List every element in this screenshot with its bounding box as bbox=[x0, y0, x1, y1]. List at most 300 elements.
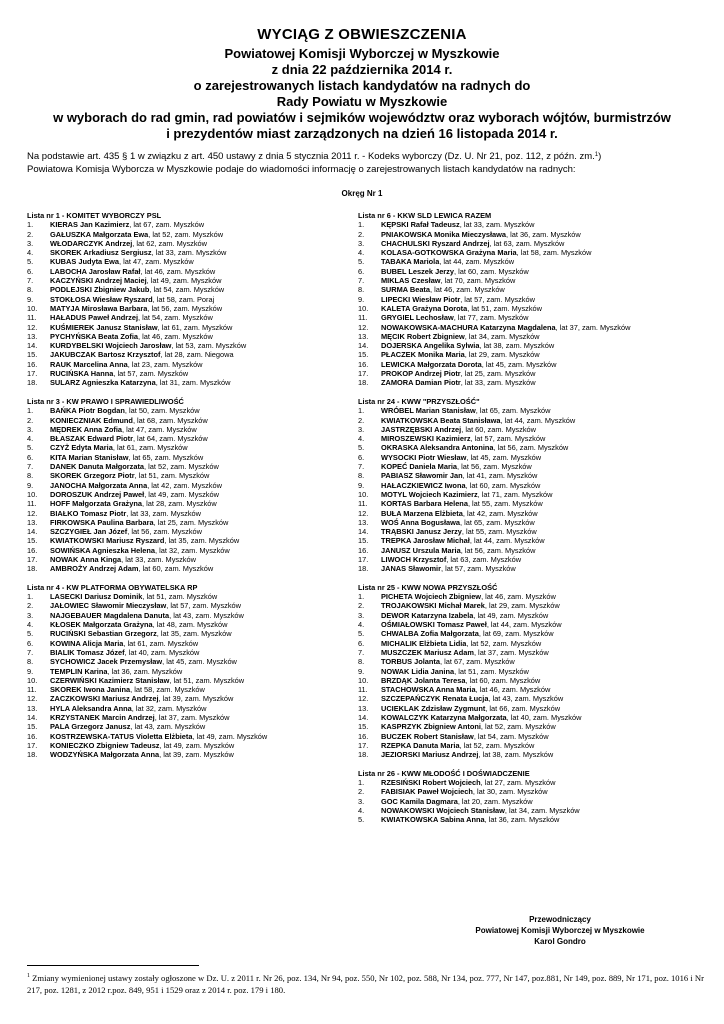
candidate-row bbox=[27, 323, 347, 332]
candidate-row bbox=[27, 685, 347, 694]
candidate-name: KOSTRZEWSKA-TATUS Violetta Elżbieta bbox=[50, 731, 193, 741]
candidate-row bbox=[358, 434, 698, 443]
candidate-row bbox=[358, 704, 698, 713]
candidate-row bbox=[27, 285, 347, 294]
candidate-info: , lat 43, zam. Myszków bbox=[130, 722, 206, 732]
candidate-number: 6. bbox=[27, 452, 34, 462]
candidate-row bbox=[358, 750, 698, 759]
candidate-row bbox=[358, 443, 698, 452]
candidate-info: , lat 53, zam. Myszków bbox=[171, 341, 247, 351]
candidate-name: UCIEKLAK Zdzisław Zygmunt bbox=[381, 703, 486, 713]
candidate-row bbox=[358, 341, 698, 350]
candidate-name: KRZYSTANEK Marcin Andrzej bbox=[50, 713, 155, 723]
candidate-number: 14. bbox=[27, 527, 38, 537]
candidate-row bbox=[27, 694, 347, 703]
candidate-name: PALA Grzegorz Janusz bbox=[50, 722, 131, 732]
candidate-info: , lat 44, zam. Myszków bbox=[486, 620, 562, 630]
candidate-number: 2. bbox=[27, 229, 34, 239]
candidate-name: PROKOP Andrzej Piotr bbox=[381, 369, 461, 379]
candidate-info: , lat 33, zam. Myszków bbox=[459, 220, 535, 230]
list-title: Lista nr 6 - KKW SLD LEWICA RAZEM bbox=[358, 211, 492, 220]
candidate-info: , lat 54, zam. Myszków bbox=[473, 731, 549, 741]
candidate-name: MIKLAS Czesław bbox=[381, 276, 441, 286]
candidate-row bbox=[27, 648, 347, 657]
candidate-row bbox=[358, 667, 698, 676]
signature-line: Powiatowej Komisji Wyborczej w Myszkowie bbox=[475, 926, 645, 935]
candidate-number: 3. bbox=[27, 424, 34, 434]
candidate-number: 15. bbox=[27, 722, 38, 732]
candidate-info: , lat 58, zam. Myszków bbox=[516, 248, 592, 258]
candidate-row bbox=[358, 453, 698, 462]
signature-line: Karol Gondro bbox=[534, 937, 586, 946]
candidate-number: 18. bbox=[358, 564, 369, 574]
candidate-name: RZESIŃSKI Robert Wojciech bbox=[381, 778, 481, 788]
candidate-number: 3. bbox=[358, 238, 365, 248]
candidate-number: 5. bbox=[27, 257, 34, 267]
candidate-name: HOFF Małgorzata Grażyna bbox=[50, 499, 142, 509]
candidate-info: , lat 60, zam. Myszków bbox=[461, 424, 536, 434]
candidate-number: 12. bbox=[358, 322, 369, 332]
footnote-ref: 1 bbox=[594, 152, 599, 158]
candidate-name: GAŁUSZKA Małgorzata Ewa bbox=[50, 229, 149, 239]
candidate-row bbox=[358, 313, 698, 322]
candidate-name: TEMPLIN Karina bbox=[50, 666, 108, 676]
candidate-info: , lat 43, zam. Myszków bbox=[169, 610, 244, 620]
candidate-number: 14. bbox=[358, 341, 369, 351]
candidate-row bbox=[358, 481, 698, 490]
candidate-info: , lat 50, zam. Myszków bbox=[124, 406, 200, 416]
candidate-number: 2. bbox=[358, 229, 365, 239]
candidate-name: FABISIAK Paweł Wojciech bbox=[381, 787, 473, 797]
candidate-info: , lat 49, zam. Myszków bbox=[159, 740, 235, 750]
candidate-number: 13. bbox=[358, 703, 369, 713]
candidate-info: , lat 49, zam. Myszków bbox=[192, 731, 268, 741]
candidate-number: 15. bbox=[358, 536, 369, 546]
candidate-info: , lat 35, zam. Myszków bbox=[156, 629, 232, 639]
candidate-info: , lat 36, zam. Myszków bbox=[107, 666, 183, 676]
candidate-info: , lat 25, zam. Myszków bbox=[153, 517, 229, 527]
candidate-info: , lat 29, zam. Myszków bbox=[464, 350, 540, 360]
document-subtitle bbox=[0, 46, 724, 142]
candidate-number: 2. bbox=[358, 415, 365, 425]
list-title: Lista nr 1 - KOMITET WYBORCZY PSL bbox=[27, 211, 162, 220]
candidate-number: 9. bbox=[358, 480, 365, 490]
candidate-number: 7. bbox=[358, 647, 365, 657]
candidate-name: WODZYŃSKA Małgorzata Anna bbox=[50, 750, 160, 760]
candidate-name: OKRASKA Aleksandra Antonina bbox=[381, 443, 494, 453]
intro-text: Na podstawie art. 435 § 1 w związku z art. 450 ustawy z dnia 5 stycznia 2011 r. - Kodeks wyborczy (Dz. U. Nr 21, poz. 112, z późn. zm. bbox=[27, 151, 595, 162]
candidate-row bbox=[358, 406, 698, 415]
candidate-info: , lat 61, zam. Myszków bbox=[123, 638, 199, 648]
candidate-number: 18. bbox=[27, 378, 38, 388]
candidate-number: 4. bbox=[27, 248, 34, 258]
candidate-row bbox=[358, 425, 698, 434]
candidate-row bbox=[27, 350, 347, 359]
candidate-number: 8. bbox=[27, 657, 34, 667]
candidate-info: , lat 31, zam. Myszków bbox=[155, 378, 231, 388]
candidate-number: 12. bbox=[358, 694, 369, 704]
candidate-name: KASPRZYK Zbigniew Antoni bbox=[381, 722, 481, 732]
candidate-name: KUŚMIEREK Janusz Stanisław bbox=[50, 322, 158, 332]
candidate-info: , lat 51, zam. Myszków bbox=[169, 675, 245, 685]
candidate-number: 18. bbox=[358, 750, 369, 760]
subtitle-line: Powiatowej Komisji Wyborczej w Myszkowie bbox=[224, 46, 500, 61]
candidate-row bbox=[358, 285, 698, 294]
candidate-info: , lat 36, zam. Myszków bbox=[505, 229, 581, 239]
candidate-row bbox=[358, 462, 698, 471]
candidate-list bbox=[358, 769, 698, 825]
candidate-info: , lat 60, zam. Myszków bbox=[138, 564, 214, 574]
candidate-name: SURMA Beata bbox=[381, 285, 431, 295]
candidate-name: JAŁOWIEC Sławomir Mieczysław bbox=[50, 601, 167, 611]
candidate-info: , lat 23, zam. Myszków bbox=[127, 359, 203, 369]
candidate-name: LIWOCH Krzysztof bbox=[381, 554, 447, 564]
candidate-info: , lat 52, zam. Myszków bbox=[148, 229, 224, 239]
candidate-info: , lat 56, zam. Myszków bbox=[493, 443, 569, 453]
candidate-number: 1. bbox=[27, 592, 34, 602]
candidate-row bbox=[27, 378, 347, 387]
candidate-row bbox=[27, 248, 347, 257]
candidate-name: SZCZEPAŃCZYK Renata Łucja bbox=[381, 694, 489, 704]
candidate-number: 1. bbox=[358, 406, 365, 416]
candidate-info: , lat 27, zam. Myszków bbox=[480, 778, 556, 788]
candidate-number: 5. bbox=[358, 257, 365, 267]
candidate-number: 4. bbox=[358, 806, 365, 815]
candidate-info: , lat 36, zam. Myszków bbox=[484, 815, 560, 825]
candidate-name: KOWINA Alicja Maria bbox=[50, 638, 124, 648]
candidate-number: 3. bbox=[358, 796, 365, 806]
candidate-name: BIAŁKO Tomasz Piotr bbox=[50, 508, 127, 518]
candidate-number: 10. bbox=[27, 303, 38, 313]
candidate-row bbox=[358, 676, 698, 685]
candidate-number: 7. bbox=[27, 276, 34, 286]
candidate-info: , lat 64, zam. Myszków bbox=[132, 434, 208, 444]
candidate-number: 8. bbox=[358, 471, 365, 481]
candidate-number: 8. bbox=[27, 471, 34, 481]
candidate-name: KOPEĆ Daniela Maria bbox=[381, 462, 457, 472]
candidate-row bbox=[358, 778, 698, 787]
candidate-name: JEZIORSKI Mariusz Andrzej bbox=[381, 750, 479, 760]
list-title: Lista nr 24 - KWW "PRZYSZŁOŚĆ" bbox=[358, 396, 480, 406]
candidate-row bbox=[27, 499, 347, 508]
candidate-number: 5. bbox=[27, 443, 34, 453]
candidate-row bbox=[358, 518, 698, 527]
candidate-row bbox=[358, 592, 698, 601]
candidate-number: 8. bbox=[358, 657, 365, 667]
candidate-info: , lat 70, zam. Myszków bbox=[440, 276, 516, 286]
candidate-number: 2. bbox=[358, 601, 365, 611]
candidate-row bbox=[27, 527, 347, 536]
footnote-mark: 1 bbox=[27, 973, 30, 979]
candidate-number: 5. bbox=[27, 629, 34, 639]
document-title: WYCIĄG Z OBWIESZCZENIA bbox=[257, 26, 467, 43]
candidate-info: , lat 34, zam. Myszków bbox=[464, 331, 540, 341]
candidate-list bbox=[27, 583, 347, 760]
candidate-name: LIPECKI Wiesław Piotr bbox=[381, 294, 461, 304]
candidate-info: , lat 65, zam. Myszków bbox=[459, 517, 535, 527]
candidate-row bbox=[358, 732, 698, 741]
candidate-number: 12. bbox=[27, 322, 38, 332]
candidate-name: MATYJA Mirosława Barbara bbox=[50, 303, 148, 313]
candidate-info: , lat 63, zam. Myszków bbox=[489, 238, 565, 248]
candidate-row bbox=[27, 257, 347, 266]
candidate-name: KŁOSEK Małgorzata Grażyna bbox=[50, 620, 153, 630]
candidate-info: , lat 62, zam. Myszków bbox=[132, 238, 207, 248]
candidate-list bbox=[27, 211, 347, 388]
candidate-number: 10. bbox=[27, 675, 38, 685]
candidate-info: , lat 60, zam. Myszków bbox=[465, 675, 541, 685]
candidate-info: , lat 28, zam. Myszków bbox=[142, 499, 217, 509]
candidate-name: BŁASZAK Edward Piotr bbox=[50, 434, 133, 444]
candidate-name: JASTRZĘBSKI Andrzej bbox=[381, 424, 462, 434]
candidate-info: , lat 40, zam. Myszków bbox=[124, 647, 200, 657]
candidate-name: TROJAKOWSKI Michał Marek bbox=[381, 601, 485, 611]
candidate-list bbox=[358, 397, 698, 574]
candidate-row bbox=[358, 220, 698, 229]
candidate-number: 4. bbox=[358, 620, 365, 630]
candidate-name: ZACZKOWSKI Mariusz Andrzej bbox=[50, 694, 159, 704]
candidate-number: 5. bbox=[358, 815, 365, 825]
candidate-row bbox=[358, 536, 698, 545]
candidate-number: 3. bbox=[27, 238, 34, 248]
candidate-row bbox=[27, 453, 347, 462]
candidate-info: , lat 45, zam. Myszków bbox=[162, 657, 237, 667]
candidate-row bbox=[27, 741, 347, 750]
candidate-number: 12. bbox=[27, 508, 38, 518]
candidate-info: , lat 46, zam. Myszków bbox=[138, 331, 213, 341]
candidate-name: KOWALCZYK Katarzyna Małgorzata bbox=[381, 713, 507, 723]
candidate-row bbox=[27, 657, 347, 666]
candidate-number: 16. bbox=[358, 359, 369, 369]
candidate-name: KACZYŃSKI Andrzej Maciej bbox=[50, 276, 147, 286]
candidate-name: BUBEL Leszek Jerzy bbox=[381, 266, 454, 276]
candidate-row bbox=[27, 564, 347, 573]
candidate-number: 7. bbox=[358, 276, 365, 286]
candidate-name: WOŚ Anna Bogusława bbox=[381, 517, 460, 527]
candidate-number: 2. bbox=[27, 601, 34, 611]
candidate-row bbox=[358, 295, 698, 304]
candidate-name: KWIATKOWSKA Sabina Anna bbox=[381, 815, 485, 825]
candidate-row bbox=[27, 639, 347, 648]
candidate-number: 7. bbox=[27, 647, 34, 657]
candidate-info: , lat 48, zam. Myszków bbox=[152, 620, 228, 630]
candidate-name: KUBAS Judyta Ewa bbox=[50, 257, 119, 267]
candidate-number: 11. bbox=[358, 685, 368, 695]
candidate-number: 17. bbox=[358, 554, 369, 564]
candidate-number: 9. bbox=[358, 294, 365, 304]
candidate-number: 15. bbox=[358, 722, 369, 732]
left-column bbox=[27, 211, 347, 760]
candidate-row bbox=[358, 499, 698, 508]
candidate-name: SKOREK Arkadiusz Sergiusz bbox=[50, 248, 152, 258]
candidate-number: 17. bbox=[27, 740, 38, 750]
candidate-name: TORBUS Jolanta bbox=[381, 657, 440, 667]
candidate-name: PYCHYŃSKA Beata Zofia bbox=[50, 331, 139, 341]
candidate-row bbox=[27, 369, 347, 378]
candidate-row bbox=[27, 230, 347, 239]
candidate-row bbox=[27, 313, 347, 322]
candidate-row bbox=[358, 509, 698, 518]
candidate-number: 15. bbox=[27, 536, 38, 546]
candidate-name: MICHALIK Elżbieta Lidia bbox=[381, 638, 467, 648]
candidate-row bbox=[358, 276, 698, 285]
candidate-number: 13. bbox=[27, 703, 38, 713]
candidate-name: KĘPSKI Rafał Tadeusz bbox=[381, 220, 460, 230]
candidate-row bbox=[358, 378, 698, 387]
candidate-info: , lat 47, zam. Myszków bbox=[119, 257, 194, 267]
intro-text-end: ) bbox=[598, 151, 602, 162]
candidate-row bbox=[358, 546, 698, 555]
candidate-number: 2. bbox=[27, 415, 34, 425]
candidate-number: 16. bbox=[358, 545, 369, 555]
candidate-row bbox=[27, 332, 347, 341]
candidate-info: , lat 71, zam. Myszków bbox=[477, 489, 553, 499]
candidate-row bbox=[27, 360, 347, 369]
candidate-name: BAŃKA Piotr Bogdan bbox=[50, 406, 125, 416]
list-title: Lista nr 25 - KWW NOWA PRZYSZŁOŚĆ bbox=[358, 582, 498, 592]
candidate-info: , lat 51, zam. Myszków bbox=[142, 592, 218, 602]
candidate-name: CHWALBA Zofia Małgorzata bbox=[381, 629, 479, 639]
candidate-info: , lat 29, zam. Myszków bbox=[484, 601, 560, 611]
candidate-name: NOWAKOWSKI Wojciech Stanisław bbox=[381, 806, 505, 815]
candidate-row bbox=[27, 416, 347, 425]
candidate-info: , lat 49, zam. Myszków bbox=[144, 489, 219, 499]
candidate-name: RUCIŃSKI Sebastian Grzegorz bbox=[50, 629, 157, 639]
candidate-info: , lat 52, zam. Myszków bbox=[466, 638, 542, 648]
candidate-name: KALETA Grażyna Dorota bbox=[381, 303, 468, 313]
candidate-name: NOWAKOWSKA-MACHURA Katarzyna Magdalena bbox=[381, 322, 556, 332]
candidate-info: , lat 39, zam. Myszków bbox=[159, 750, 234, 760]
candidate-number: 1. bbox=[27, 406, 34, 416]
candidate-row bbox=[27, 704, 347, 713]
candidate-name: KWIATKOWSKA Beata Stanisława bbox=[381, 415, 501, 425]
candidate-info: , lat 77, zam. Myszków bbox=[453, 313, 529, 323]
candidate-name: HAŁACZKIEWICZ Iwona bbox=[381, 480, 466, 490]
candidate-info: , lat 33, zam. Myszków bbox=[460, 378, 536, 388]
candidate-name: SZCZYGIEŁ Jan Józef bbox=[50, 527, 128, 537]
candidate-row bbox=[27, 406, 347, 415]
candidate-name: KURDYBELSKI Wojciech Jarosław bbox=[50, 341, 172, 351]
candidate-row bbox=[358, 323, 698, 332]
candidate-row bbox=[358, 797, 698, 806]
candidate-row bbox=[27, 555, 347, 564]
candidate-info: , lat 65, zam. Myszków bbox=[128, 452, 204, 462]
candidate-row bbox=[27, 750, 347, 759]
candidate-info: , lat 55, zam. Myszków bbox=[461, 527, 537, 537]
candidate-number: 15. bbox=[358, 350, 369, 360]
subtitle-line: w wyborach do rad gmin, rad powiatów i sejmików województw oraz wyborach wójtów, burmistrzów bbox=[53, 110, 671, 125]
candidate-info: , lat 69, zam. Myszków bbox=[478, 629, 554, 639]
candidate-info: , lat 57, zam. Myszków bbox=[166, 601, 241, 611]
candidate-info: , lat 57, zam. Myszków bbox=[113, 369, 189, 379]
candidate-name: SKOREK Iwona Janina bbox=[50, 685, 131, 695]
candidate-row bbox=[27, 732, 347, 741]
candidate-name: BRZDĄK Jolanta Teresa bbox=[381, 675, 466, 685]
candidate-name: JANOCHA Małgorzata Anna bbox=[50, 480, 148, 490]
candidate-name: JANUSZ Urszula Maria bbox=[381, 545, 461, 555]
candidate-info: , lat 52, zam. Myszków bbox=[459, 740, 535, 750]
candidate-info: , lat 33, zam. Myszków bbox=[126, 508, 201, 518]
candidate-number: 1. bbox=[358, 592, 365, 602]
candidate-info: , lat 37, zam. Myszków bbox=[473, 647, 549, 657]
candidate-row bbox=[358, 787, 698, 796]
intro-line-1 bbox=[27, 151, 707, 163]
candidate-row bbox=[27, 267, 347, 276]
candidate-row bbox=[358, 350, 698, 359]
candidate-number: 11. bbox=[27, 685, 37, 695]
candidate-row bbox=[27, 220, 347, 229]
candidate-row bbox=[358, 564, 698, 573]
candidate-info: , lat 65, zam. Myszków bbox=[475, 406, 551, 416]
candidate-number: 11. bbox=[358, 499, 368, 509]
candidate-row bbox=[358, 555, 698, 564]
intro-line-2: Powiatowa Komisja Wyborcza w Myszkowie podaje do wiadomości informację o zarejestrowanych listach kandydatów na radnych: bbox=[27, 164, 576, 175]
candidate-name: DOJERSKA Angelika Sylwia bbox=[381, 341, 480, 351]
candidate-number: 9. bbox=[27, 294, 34, 304]
candidate-row bbox=[27, 713, 347, 722]
candidate-info: , lat 41, zam. Myszków bbox=[462, 471, 538, 481]
candidate-row bbox=[358, 611, 698, 620]
candidate-row bbox=[27, 536, 347, 545]
candidate-name: DEWOR Katarzyna Izabela bbox=[381, 610, 474, 620]
candidate-number: 14. bbox=[358, 527, 369, 537]
candidate-name: RZEPKA Danuta Maria bbox=[381, 740, 460, 750]
list-title: Lista nr 3 - KW PRAWO I SPRAWIEDLIWOŚĆ bbox=[27, 396, 184, 406]
candidate-row bbox=[358, 257, 698, 266]
candidate-name: TREPKA Jarosław Michał bbox=[381, 536, 470, 546]
candidate-name: JANAS Sławomir bbox=[381, 564, 441, 574]
candidate-name: PNIAKOWSKA Monika Mieczysława bbox=[381, 229, 506, 239]
candidate-number: 14. bbox=[358, 713, 369, 723]
candidate-number: 6. bbox=[358, 638, 365, 648]
candidate-number: 3. bbox=[27, 610, 34, 620]
candidate-name: KIERAS Jan Kazimierz bbox=[50, 220, 130, 230]
candidate-name: LASECKI Dariusz Dominik bbox=[50, 592, 143, 602]
candidate-info: , lat 20, zam. Myszków bbox=[457, 796, 533, 806]
candidate-number: 18. bbox=[358, 378, 369, 388]
candidate-number: 16. bbox=[27, 359, 38, 369]
candidate-row bbox=[358, 601, 698, 610]
candidate-number: 18. bbox=[27, 750, 38, 760]
candidate-info: , lat 51, zam. Myszków bbox=[134, 471, 210, 481]
candidate-name: MĘCIK Robert Zbigniew bbox=[381, 331, 465, 341]
candidate-number: 6. bbox=[358, 266, 365, 276]
candidate-name: OŚMIAŁOWSKI Tomasz Paweł bbox=[381, 620, 487, 630]
candidate-info: , lat 61, zam. Myszków bbox=[112, 443, 188, 453]
candidate-row bbox=[358, 230, 698, 239]
candidate-name: SOWIŃSKA Agnieszka Helena bbox=[50, 545, 155, 555]
candidate-info: , lat 33, zam. Myszków bbox=[121, 554, 196, 564]
candidate-info: , lat 40, zam. Myszków bbox=[506, 713, 582, 723]
candidate-info: , lat 47, zam. Myszków bbox=[122, 424, 197, 434]
footnote-divider bbox=[27, 965, 199, 966]
candidate-number: 12. bbox=[27, 694, 38, 704]
signature-block bbox=[440, 914, 680, 947]
candidate-name: STACHOWSKA Anna Maria bbox=[381, 685, 476, 695]
candidate-row bbox=[27, 722, 347, 731]
candidate-number: 17. bbox=[27, 554, 38, 564]
candidate-number: 1. bbox=[27, 220, 34, 230]
candidate-number: 4. bbox=[27, 434, 34, 444]
candidate-info: , lat 52, zam. Myszków bbox=[144, 462, 219, 472]
candidate-row bbox=[27, 425, 347, 434]
candidate-name: CHACHULSKI Ryszard Andrzej bbox=[381, 238, 490, 248]
candidate-name: KONIECZKO Zbigniew Tadeusz bbox=[50, 740, 160, 750]
candidate-name: SULARZ Agnieszka Katarzyna bbox=[50, 378, 156, 388]
candidate-info: , lat 57, zam. Myszków bbox=[460, 294, 535, 304]
candidate-name: MIROSZEWSKI Kazimierz bbox=[381, 434, 471, 444]
candidate-row bbox=[358, 490, 698, 499]
